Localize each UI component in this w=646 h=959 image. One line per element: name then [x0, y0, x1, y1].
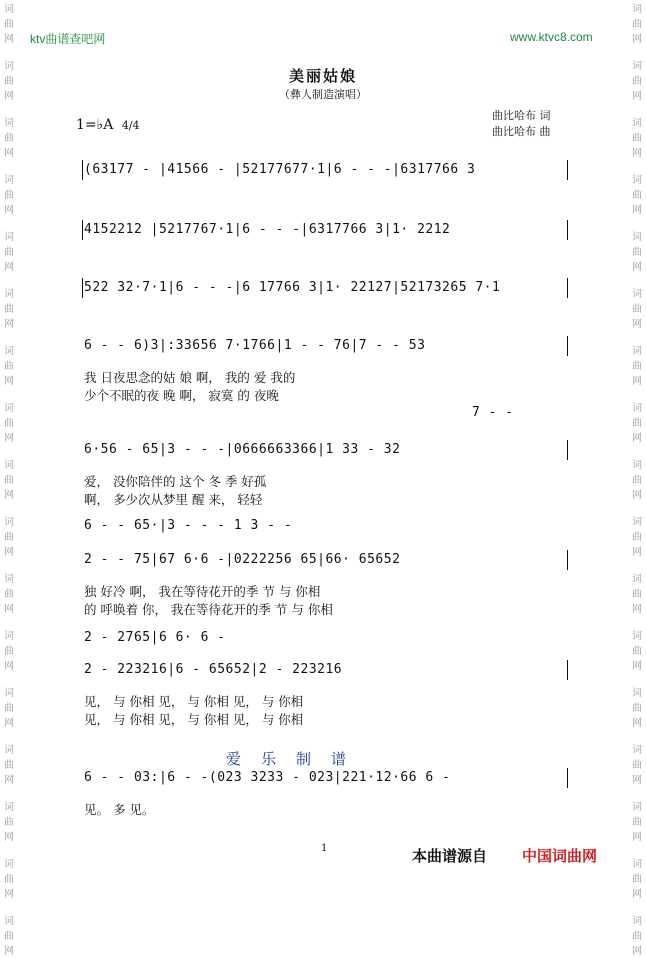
watermark-text: 词曲网	[4, 346, 14, 387]
watermark-text: 词曲网	[632, 802, 642, 843]
bar-line	[82, 278, 83, 298]
bar-line	[567, 550, 568, 570]
song-subtitle: （彝人制造演唱）	[279, 88, 367, 101]
watermark-text: 词曲网	[4, 118, 14, 159]
watermark-right	[630, 0, 644, 957]
lyric-line: 见， 与 你相 见， 与 你相 见， 与 你相	[84, 694, 304, 709]
lyric-line: 见， 与 你相 见， 与 你相 见， 与 你相	[84, 712, 304, 727]
watermark-text: 词曲网	[632, 232, 642, 273]
lyric-line: 我 日夜思念的姑 娘 啊， 我的 爱 我的	[84, 370, 296, 385]
bar-line	[567, 768, 568, 788]
watermark-text: 词曲网	[632, 118, 642, 159]
watermark-text: 词曲网	[632, 289, 642, 330]
watermark-text: 词曲网	[632, 688, 642, 729]
bar-line	[82, 220, 83, 240]
watermark-text: 词曲网	[4, 4, 14, 45]
score-row: 6·56 - 65|3 - - -|0666663366|1 33 - 32	[84, 442, 401, 457]
watermark-text: 词曲网	[4, 802, 14, 843]
footer-source-site[interactable]: 中国词曲网	[522, 848, 598, 865]
bar-line	[82, 160, 83, 180]
bar-line	[567, 220, 568, 240]
watermark-text: 词曲网	[4, 517, 14, 558]
watermark-text: 词曲网	[632, 175, 642, 216]
watermark-text: 词曲网	[4, 688, 14, 729]
watermark-text: 词曲网	[632, 859, 642, 900]
watermark-text: 词曲网	[632, 574, 642, 615]
score-row: (63177 - |41566 - |52177677·1|6 - - -|6317766 3	[84, 162, 476, 177]
lyric-line: 少个不眠的夜 晚 啊， 寂寞 的 夜晚	[84, 388, 279, 403]
lyric-line: 爱， 没你陪伴的 这个 冬 季 好孤	[84, 474, 267, 489]
watermark-text: 词曲网	[632, 460, 642, 501]
watermark-text: 词曲网	[4, 916, 14, 957]
watermark-left	[2, 0, 16, 957]
lyric-line: 独 好冷 啊， 我在等待花开的季 节 与 你相	[84, 584, 321, 599]
lyricist-credit: 曲比哈布 词	[492, 109, 551, 122]
watermark-text: 词曲网	[632, 517, 642, 558]
watermark-text: 词曲网	[4, 460, 14, 501]
score-row: 2 - 223216|6 - 65652|2 - 223216	[84, 662, 343, 677]
site-name-left[interactable]: ktv曲谱查吧网	[30, 32, 106, 46]
watermark-text: 词曲网	[632, 745, 642, 786]
watermark-text: 词曲网	[632, 403, 642, 444]
watermark-text: 词曲网	[632, 346, 642, 387]
bar-line	[567, 160, 568, 180]
composer-credit: 曲比哈布 曲	[492, 125, 551, 138]
alt-notation: 6 - - 65·|3 - - - 1 3 - -	[84, 518, 293, 533]
watermark-text: 词曲网	[4, 859, 14, 900]
score-row: 6 - - 6)3|:33656 7·1766|1 - - 76|7 - - 53	[84, 338, 426, 353]
alt-notation: 2 - 2765|6 6· 6 -	[84, 630, 226, 645]
key-signature	[76, 117, 140, 133]
lyric-line: 啊， 多少次从梦里 醒 来， 轻轻	[84, 492, 263, 507]
watermark-text: 词曲网	[4, 631, 14, 672]
footer-source-label: 本曲谱源自	[412, 848, 488, 865]
watermark-text: 词曲网	[4, 232, 14, 273]
watermark-text: 词曲网	[632, 916, 642, 957]
watermark-text: 词曲网	[4, 403, 14, 444]
watermark-text: 词曲网	[632, 61, 642, 102]
page-number: 1	[321, 843, 328, 854]
lyric-line: 的 呼唤着 你， 我在等待花开的季 节 与 你相	[84, 602, 333, 617]
song-title: 美丽姑娘	[288, 67, 357, 85]
watermark-text: 词曲网	[632, 631, 642, 672]
key-text: 1=♭A	[76, 117, 114, 133]
score-row: 2 - - 75|67 6·6 -|0222256 65|66· 65652	[84, 552, 401, 567]
watermark-text: 词曲网	[632, 4, 642, 45]
site-url-right[interactable]: www.ktvc8.com	[510, 30, 593, 44]
watermark-text: 词曲网	[4, 574, 14, 615]
watermark-text: 词曲网	[4, 61, 14, 102]
score-row: 522 32·7·1|6 - - -|6 17766 3|1· 22127|52173265 7·1	[84, 280, 501, 295]
bar-line	[567, 278, 568, 298]
watermark-text: 词曲网	[4, 289, 14, 330]
score-row: 4152212 |5217767·1|6 - - -|6317766 3|1· 2212	[84, 222, 451, 237]
alt-notation: 7 - -	[472, 405, 514, 420]
bar-line	[567, 336, 568, 356]
time-signature: 4/4	[121, 119, 140, 132]
bar-line	[567, 440, 568, 460]
bar-line	[567, 660, 568, 680]
watermark-text: 词曲网	[4, 175, 14, 216]
score-row: 6 - - 03:|6 - -(023 3233 - 023|221·12·66 6 -	[84, 770, 451, 785]
lyric-line: 见。 多 见。	[84, 802, 155, 817]
watermark-text: 词曲网	[4, 745, 14, 786]
engraver-logo: 爱乐制谱	[226, 750, 367, 768]
